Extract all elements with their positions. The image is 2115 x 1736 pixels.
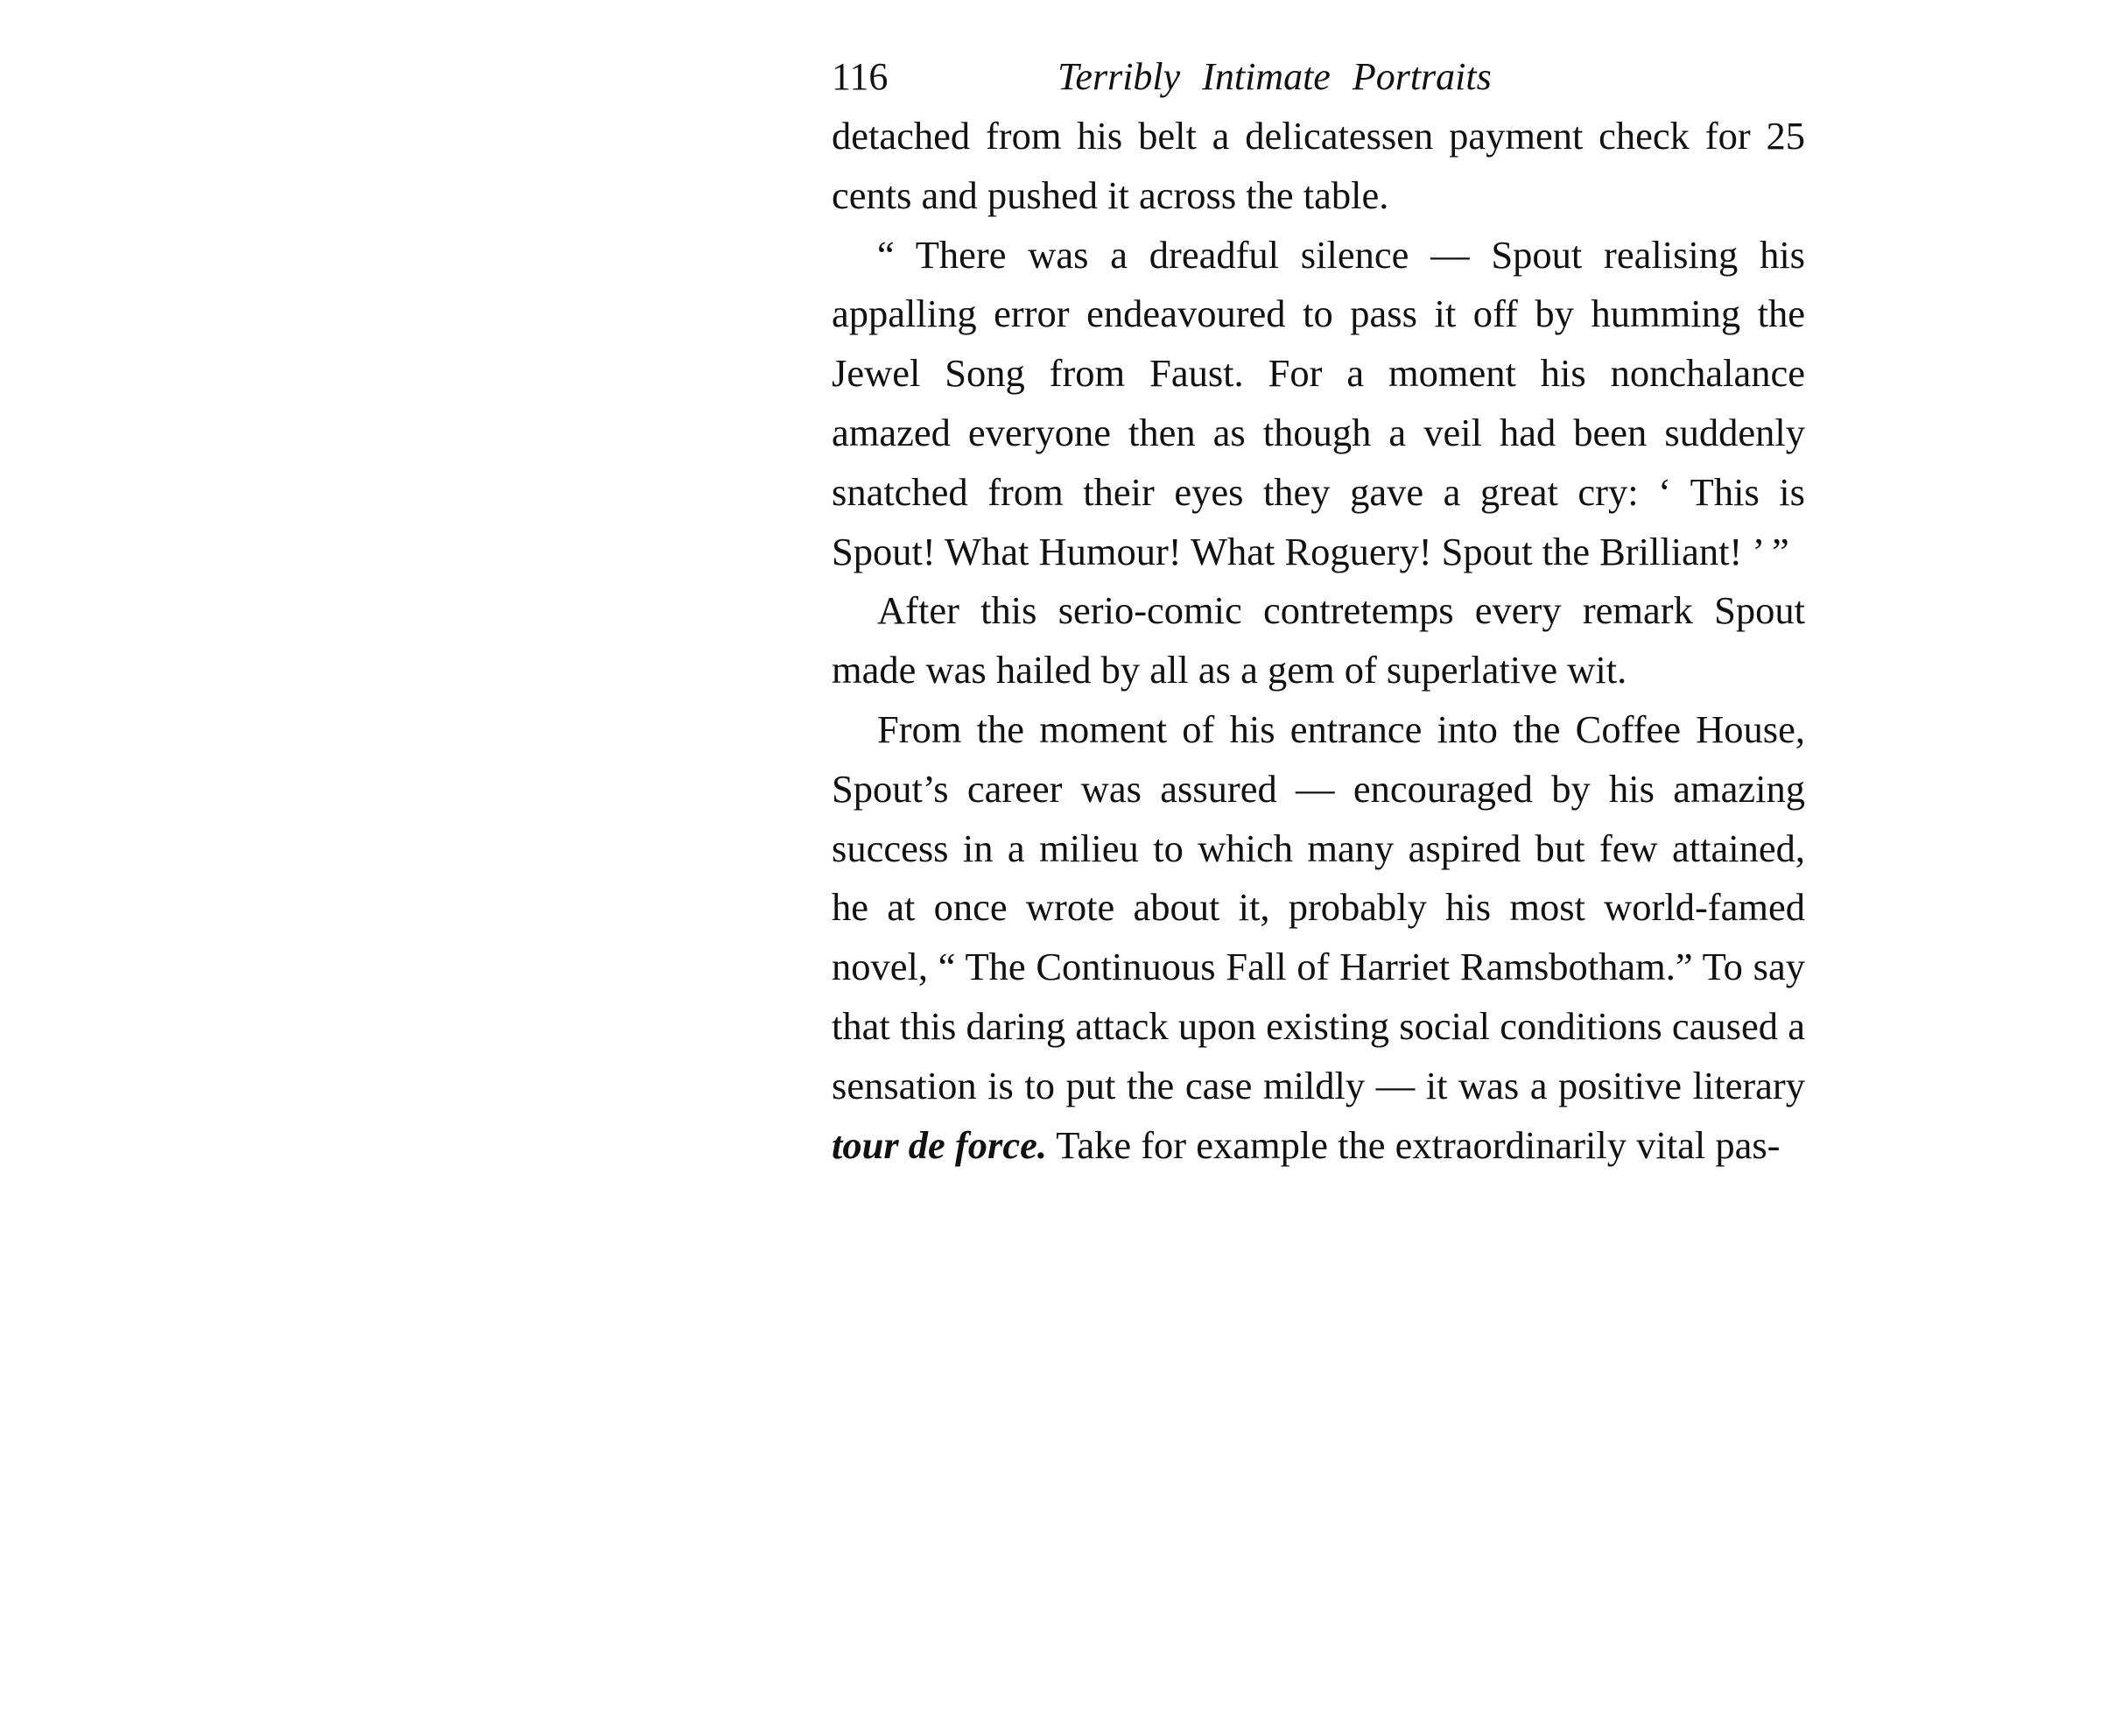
paragraph-4-text-before: From the moment of his entrance into the Coffee House, Spout’s career was assured — encouraged by his amazing success in a milieu to which many aspired but few attained, he at once wrote about it, probably his most world-famed novel, “ The Continuous Fall of Harriet Ramsbotham.” To say that this daring attack upon existing social conditions caused a sensation is to put the case mildly — it was a positive literary — [832, 706, 1805, 1107]
running-title: Terribly Intimate Portraits — [1058, 55, 1492, 98]
book-page — [832, 49, 1805, 1175]
paragraph-3: After this serio-comic contretemps every remark Spout made was hailed by all as a gem of superlative wit. — [832, 588, 1805, 692]
body-text — [832, 107, 1805, 1175]
page-number: 116 — [832, 55, 889, 98]
paragraph-4-italic-phrase: tour de force. — [832, 1122, 1047, 1167]
running-head — [832, 49, 1805, 105]
paragraph-4 — [832, 700, 1805, 1175]
paragraph-1: detached from his belt a delicatessen payment check for 25 cents and pushed it across the table. — [832, 114, 1805, 217]
paragraph-4-text-after: Take for example the extraordinarily vital pas- — [1046, 1122, 1781, 1167]
paragraph-2: “ There was a dreadful silence — Spout realising his appalling error endeavoured to pass it off by humming the Jewel Song from Faust. For a moment his nonchalance amazed everyone then as though a veil had been suddenly snatched from their eyes they gave a great cry: ‘ This is Spout! What Humour! What Roguery! Spout the Brilliant! ’ ” — [832, 232, 1805, 573]
